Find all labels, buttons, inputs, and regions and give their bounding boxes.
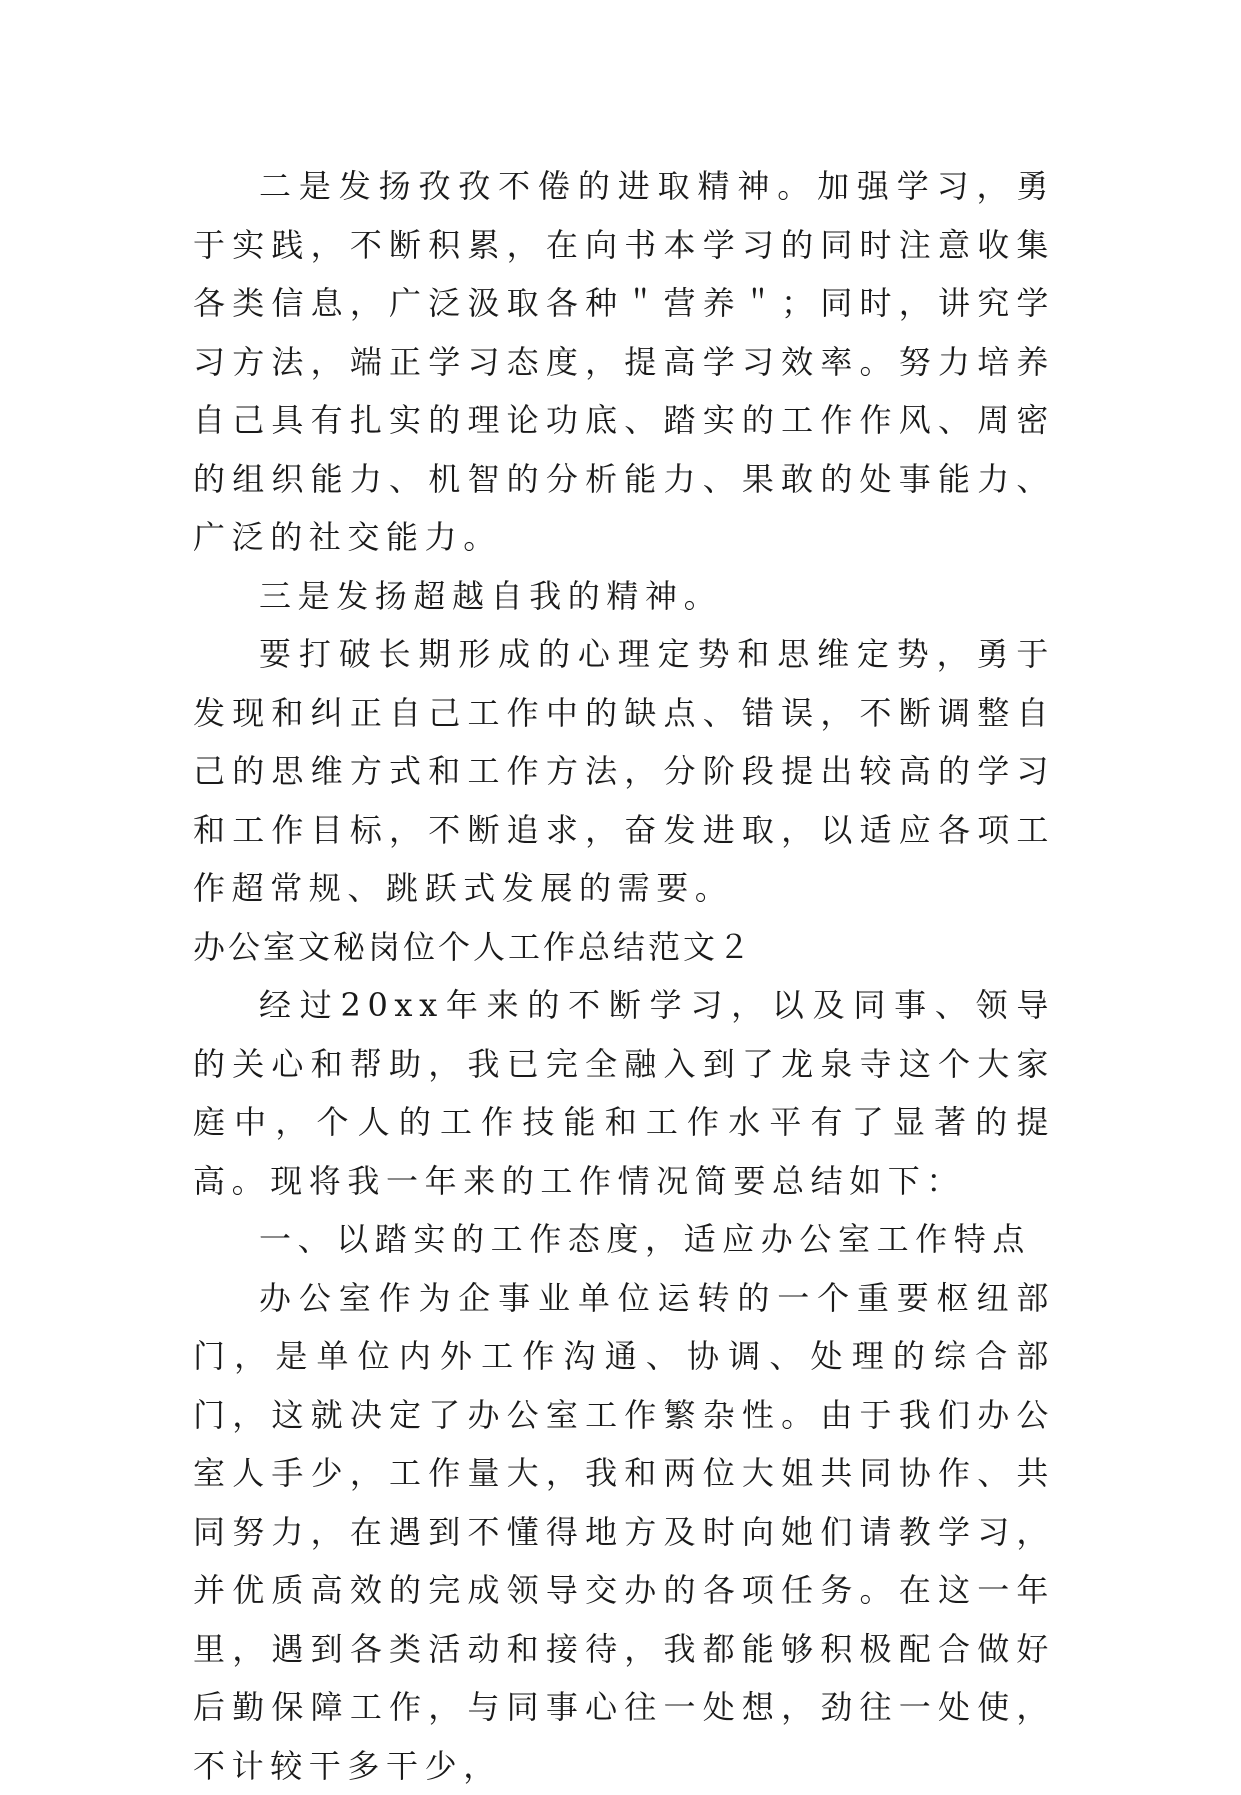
section-heading: 办公室文秘岗位个人工作总结范文２ [193, 918, 1055, 977]
paragraph-break-mindset: 要打破长期形成的心理定势和思维定势，勇于发现和纠正自己工作中的缺点、错误，不断调整自己的思维方式和工作方法，分阶段提出较高的学习和工作目标，不断追求，奋发进取，以适应各项工作超常规、跳跃式发展的需要。 [193, 625, 1055, 918]
document-body [193, 157, 1055, 1795]
paragraph-intro-summary: 经过20xx年来的不断学习，以及同事、领导的关心和帮助，我已完全融入到了龙泉寺这个大家庭中，个人的工作技能和工作水平有了显著的提高。现将我一年来的工作情况简要总结如下： [193, 976, 1055, 1210]
paragraph-self-surpassing: 三是发扬超越自我的精神。 [193, 567, 1055, 626]
paragraph-subheading-one: 一、以踏实的工作态度，适应办公室工作特点 [193, 1210, 1055, 1269]
paragraph-spirit-of-learning: 二是发扬孜孜不倦的进取精神。加强学习，勇于实践，不断积累，在向书本学习的同时注意收集各类信息，广泛汲取各种＂营养＂；同时，讲究学习方法，端正学习态度，提高学习效率。努力培养自己具有扎实的理论功底、踏实的工作作风、周密的组织能力、机智的分析能力、果敢的处事能力、广泛的社交能力。 [193, 157, 1055, 567]
paragraph-office-work: 办公室作为企事业单位运转的一个重要枢纽部门，是单位内外工作沟通、协调、处理的综合部门，这就决定了办公室工作繁杂性。由于我们办公室人手少，工作量大，我和两位大姐共同协作、共同努力，在遇到不懂得地方及时向她们请教学习，并优质高效的完成领导交办的各项任务。在这一年里，遇到各类活动和接待，我都能够积极配合做好后勤保障工作，与同事心往一处想，劲往一处使，不计较干多干少， [193, 1269, 1055, 1795]
